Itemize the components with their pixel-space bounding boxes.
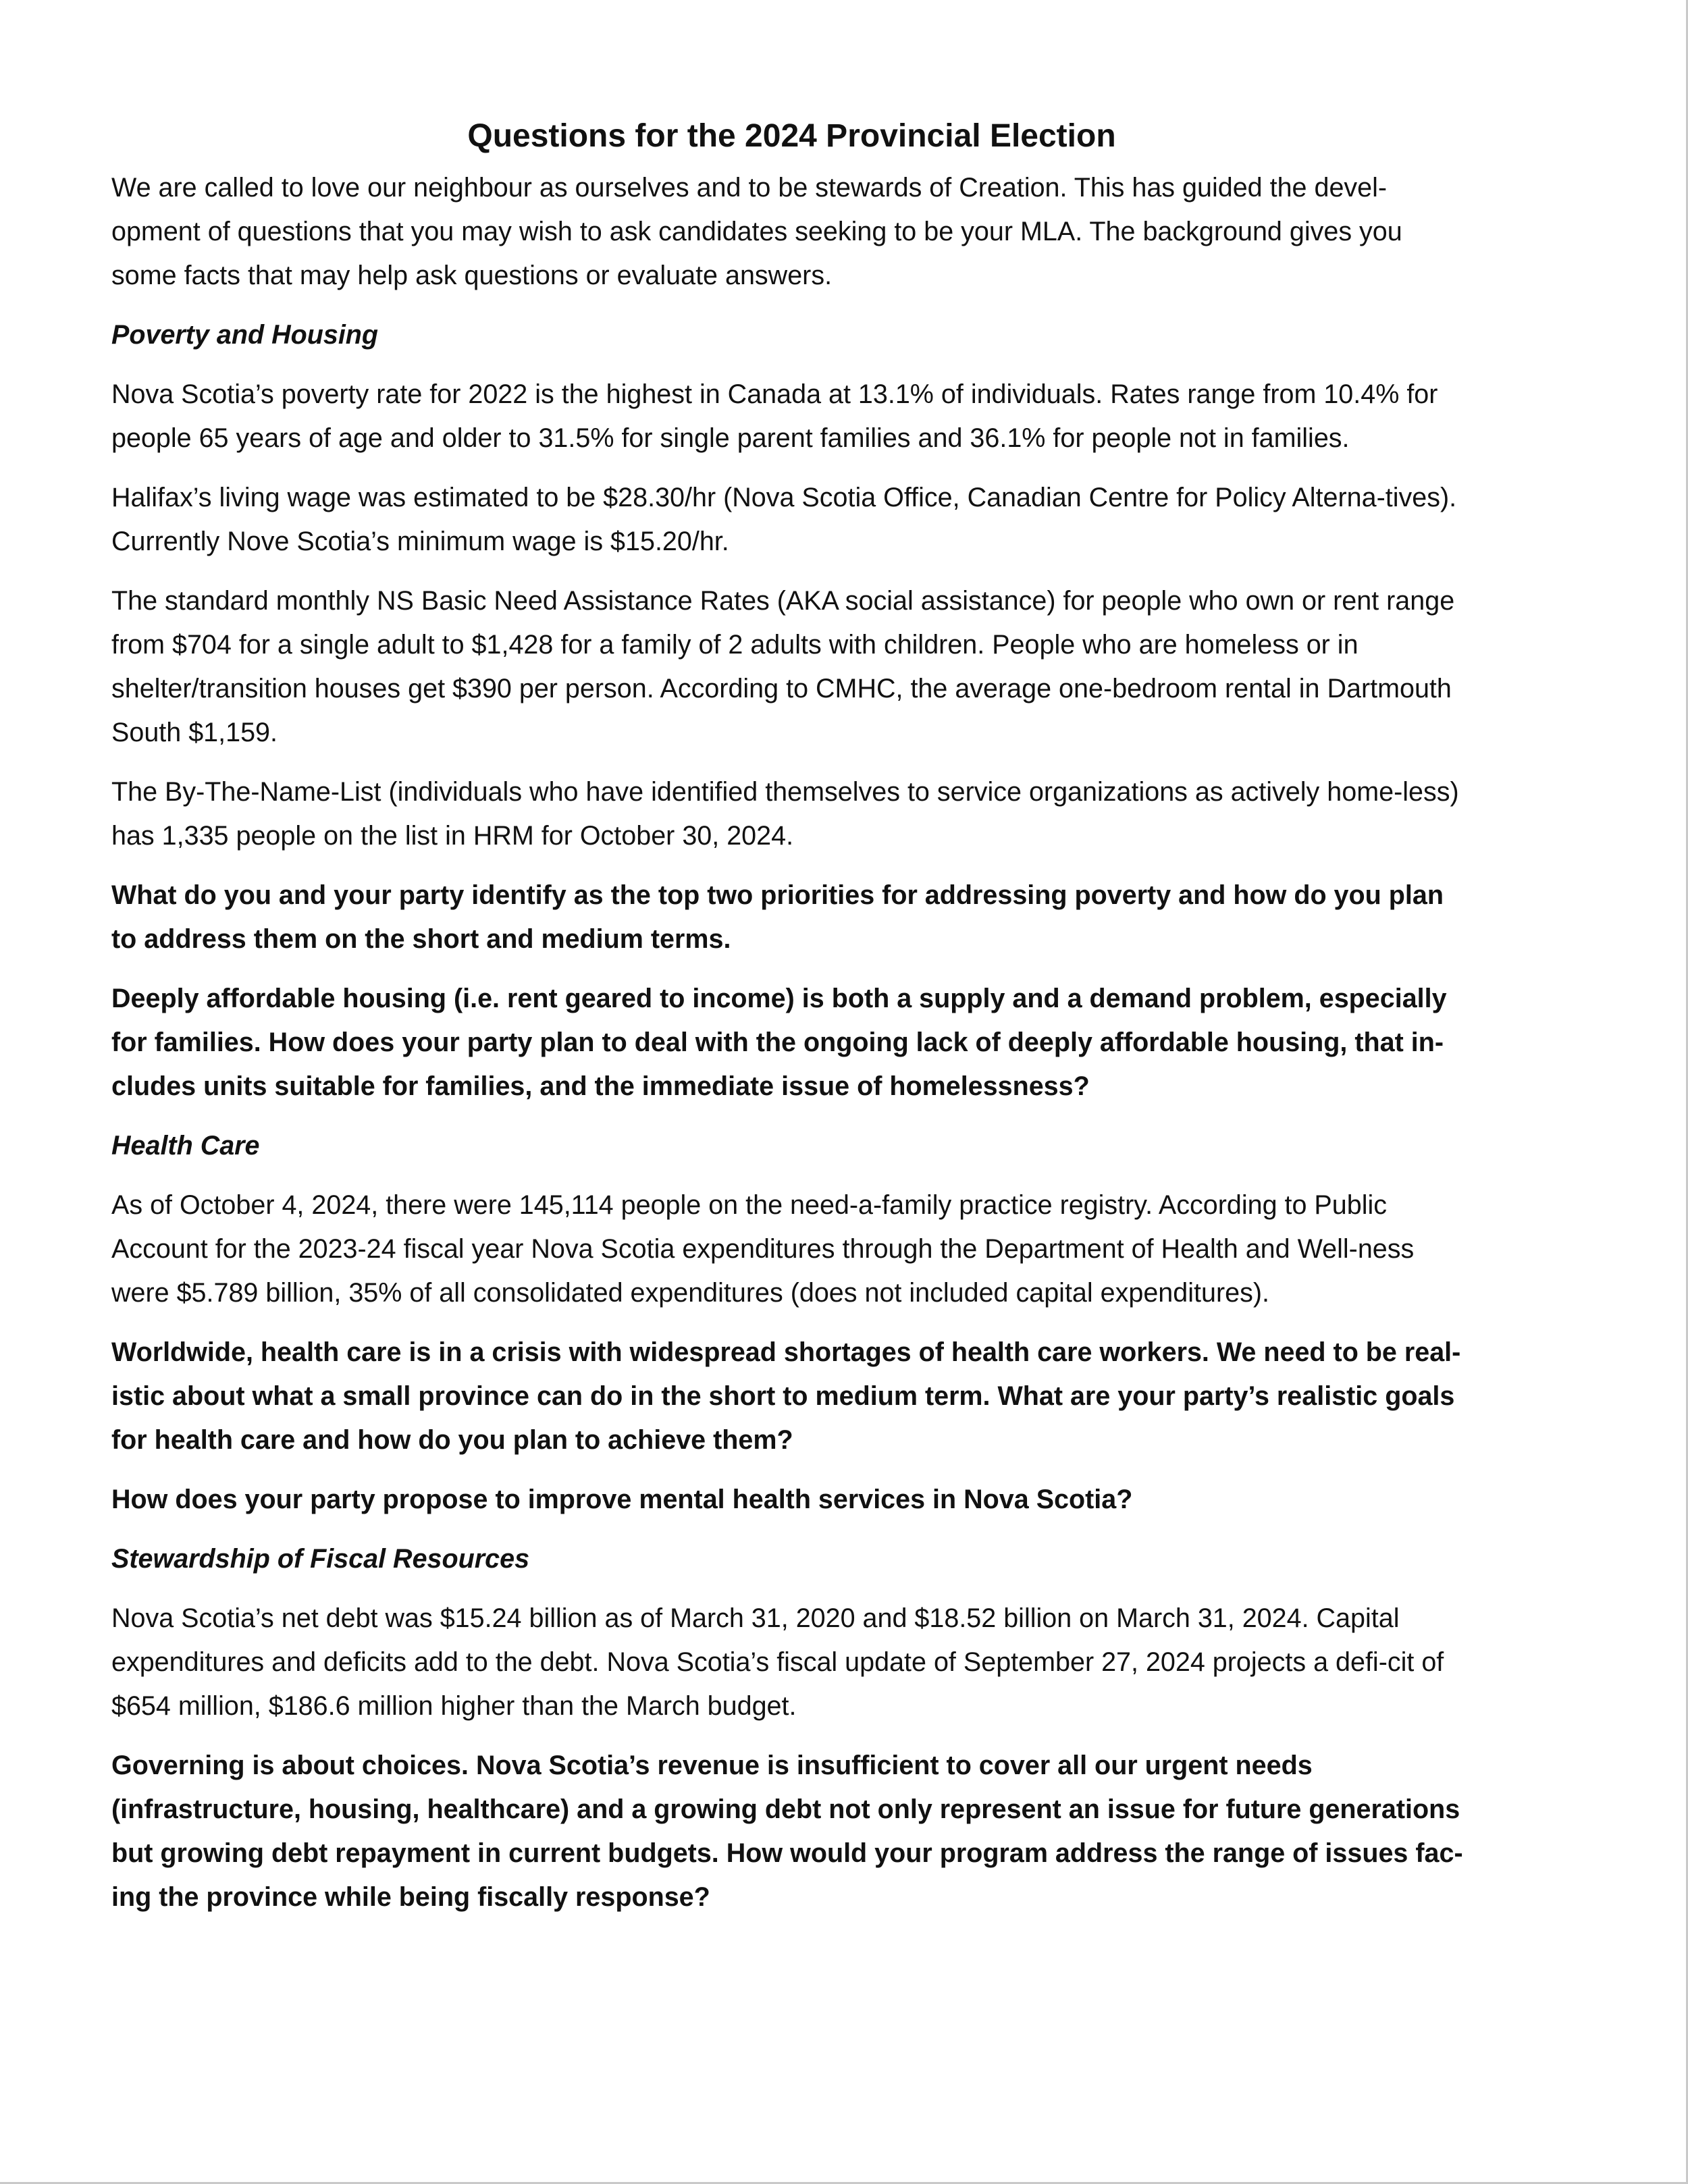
intro-paragraph: We are called to love our neighbour as ourselves and to be stewards of Creation. This has guided the devel-opment of questions that you may wish to ask candidates seeking to be your MLA. The background gives you some facts that may help ask questions or evaluate answers. [111,173,1402,290]
background-paragraph: The standard monthly NS Basic Need Assistance Rates (AKA social assistance) for people who own or rent range from $704 for a single adult to $1,428 for a family of 2 adults with children. People who are homeless or in shelter/transition houses get $390 per person. According to CMHC, the average one-bedroom rental in Dartmouth South $1,159. [111,586,1455,747]
section-heading-fiscal-stewardship: Stewardship of Fiscal Resources [111,1544,530,1574]
question-paragraph: What do you and your party identify as the top two priorities for addressing poverty and how do you plan to address them on the short and medium terms. [111,880,1444,954]
question-paragraph: Worldwide, health care is in a crisis with widespread shortages of health care workers. We need to be real-istic about what a small province can do in the short to medium term. What are your party’s realistic goals for health care and how do you plan to achieve them? [111,1337,1461,1455]
question-paragraph: Governing is about choices. Nova Scotia’s revenue is insufficient to cover all our urgent needs (infrastructure, housing, healthcare) and a growing debt not only represent an issue for future generations but growing debt repayment in current budgets. How would your program address the range of issues fac-ing the province while being fiscally response? [111,1751,1463,1912]
background-paragraph: Nova Scotia’s poverty rate for 2022 is the highest in Canada at 13.1% of individuals. Rates range from 10.4% for people 65 years of age and older to 31.5% for single parent families and 36.1% for people not in families. [111,379,1438,453]
background-paragraph: Nova Scotia’s net debt was $15.24 billion as of March 31, 2020 and $18.52 billion on March 31, 2024. Capital expenditures and deficits add to the debt. Nova Scotia’s fiscal update of September 27, 2024 projects a defi-cit of $654 million, $186.6 million higher than the March budget. [111,1603,1444,1721]
background-paragraph: Halifax’s living wage was estimated to be $28.30/hr (Nova Scotia Office, Canadian Centre for Policy Alterna-tives). Currently Nove Scotia’s minimum wage is $15.20/hr. [111,483,1457,556]
background-paragraph: The By-The-Name-List (individuals who have identified themselves to service organizations as actively home-less) has 1,335 people on the list in HRM for October 30, 2024. [111,777,1459,851]
question-paragraph: Deeply affordable housing (i.e. rent geared to income) is both a supply and a demand problem, especially for families. How does your party plan to deal with the ongoing lack of deeply affordable housing, that in-cludes units suitable for families, and the immediate issue of homelessness? [111,984,1447,1101]
question-paragraph: How does your party propose to improve mental health services in Nova Scotia? [111,1485,1133,1514]
section-heading-poverty-housing: Poverty and Housing [111,320,379,350]
background-paragraph: As of October 4, 2024, there were 145,114 people on the need-a-family practice registry. According to Public Account for the 2023-24 fiscal year Nova Scotia expenditures through the Department of Health and Well-ness were $5.789 billion, 35% of all consolidated expenditures (does not included capital expenditures). [111,1190,1415,1308]
page-title: Questions for the 2024 Provincial Election [467,118,1116,154]
section-heading-health-care: Health Care [111,1131,260,1161]
document-body [111,113,1472,1935]
